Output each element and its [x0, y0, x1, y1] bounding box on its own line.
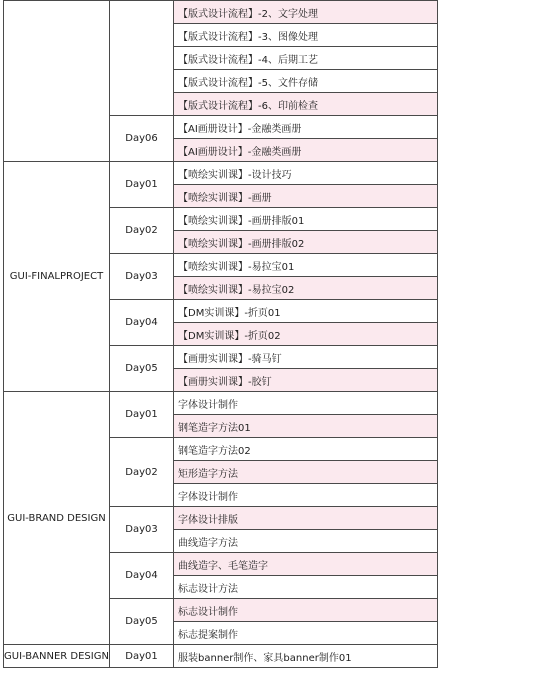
table-row [4, 645, 438, 668]
lesson-cell: 【喷绘实训课】-画册排版01 [174, 208, 438, 231]
lesson-cell: 【版式设计流程】-2、文字处理 [174, 1, 438, 24]
day-cell: Day05 [110, 599, 174, 645]
table-row [4, 1, 438, 24]
course-schedule-table [3, 0, 438, 668]
lesson-cell: 字体设计排版 [174, 507, 438, 530]
group-name-cell: GUI-FINALPROJECT [4, 162, 110, 392]
table-row [4, 392, 438, 415]
lesson-cell: 【画册实训课】-胶钉 [174, 369, 438, 392]
day-cell: Day01 [110, 392, 174, 438]
lesson-cell: 【版式设计流程】-5、文件存储 [174, 70, 438, 93]
day-cell: Day05 [110, 346, 174, 392]
lesson-cell: 【喷绘实训课】-设计技巧 [174, 162, 438, 185]
lesson-cell: 【版式设计流程】-4、后期工艺 [174, 47, 438, 70]
lesson-cell: 【喷绘实训课】-易拉宝02 [174, 277, 438, 300]
day-cell: Day04 [110, 553, 174, 599]
lesson-cell: 字体设计制作 [174, 392, 438, 415]
lesson-cell: 标志提案制作 [174, 622, 438, 645]
group-name-cell: GUI-BANNER DESIGN [4, 645, 110, 668]
lesson-cell: 钢笔造字方法01 [174, 415, 438, 438]
lesson-cell: 【DM实训课】-折页02 [174, 323, 438, 346]
day-cell: Day03 [110, 507, 174, 553]
lesson-cell: 【版式设计流程】-6、印前检查 [174, 93, 438, 116]
lesson-cell: 【DM实训课】-折页01 [174, 300, 438, 323]
day-cell: Day01 [110, 645, 174, 668]
group-name-cell: GUI-BRAND DESIGN [4, 392, 110, 645]
lesson-cell: 标志设计方法 [174, 576, 438, 599]
lesson-cell: 【喷绘实训课】-画册 [174, 185, 438, 208]
day-cell [110, 1, 174, 116]
day-cell: Day03 [110, 254, 174, 300]
lesson-cell: 钢笔造字方法02 [174, 438, 438, 461]
lesson-cell: 字体设计制作 [174, 484, 438, 507]
lesson-cell: 【喷绘实训课】-易拉宝01 [174, 254, 438, 277]
lesson-cell: 服装banner制作、家具banner制作01 [174, 645, 438, 668]
schedule-body [4, 1, 438, 668]
day-cell: Day06 [110, 116, 174, 162]
lesson-cell: 【AI画册设计】-金融类画册 [174, 116, 438, 139]
lesson-cell: 曲线造字、毛笔造字 [174, 553, 438, 576]
group-name-cell [4, 1, 110, 162]
lesson-cell: 【AI画册设计】-金融类画册 [174, 139, 438, 162]
day-cell: Day02 [110, 208, 174, 254]
lesson-cell: 【版式设计流程】-3、图像处理 [174, 24, 438, 47]
lesson-cell: 【画册实训课】-骑马钉 [174, 346, 438, 369]
day-cell: Day01 [110, 162, 174, 208]
day-cell: Day04 [110, 300, 174, 346]
lesson-cell: 曲线造字方法 [174, 530, 438, 553]
lesson-cell: 【喷绘实训课】-画册排版02 [174, 231, 438, 254]
day-cell: Day02 [110, 438, 174, 507]
lesson-cell: 矩形造字方法 [174, 461, 438, 484]
table-row [4, 162, 438, 185]
lesson-cell: 标志设计制作 [174, 599, 438, 622]
